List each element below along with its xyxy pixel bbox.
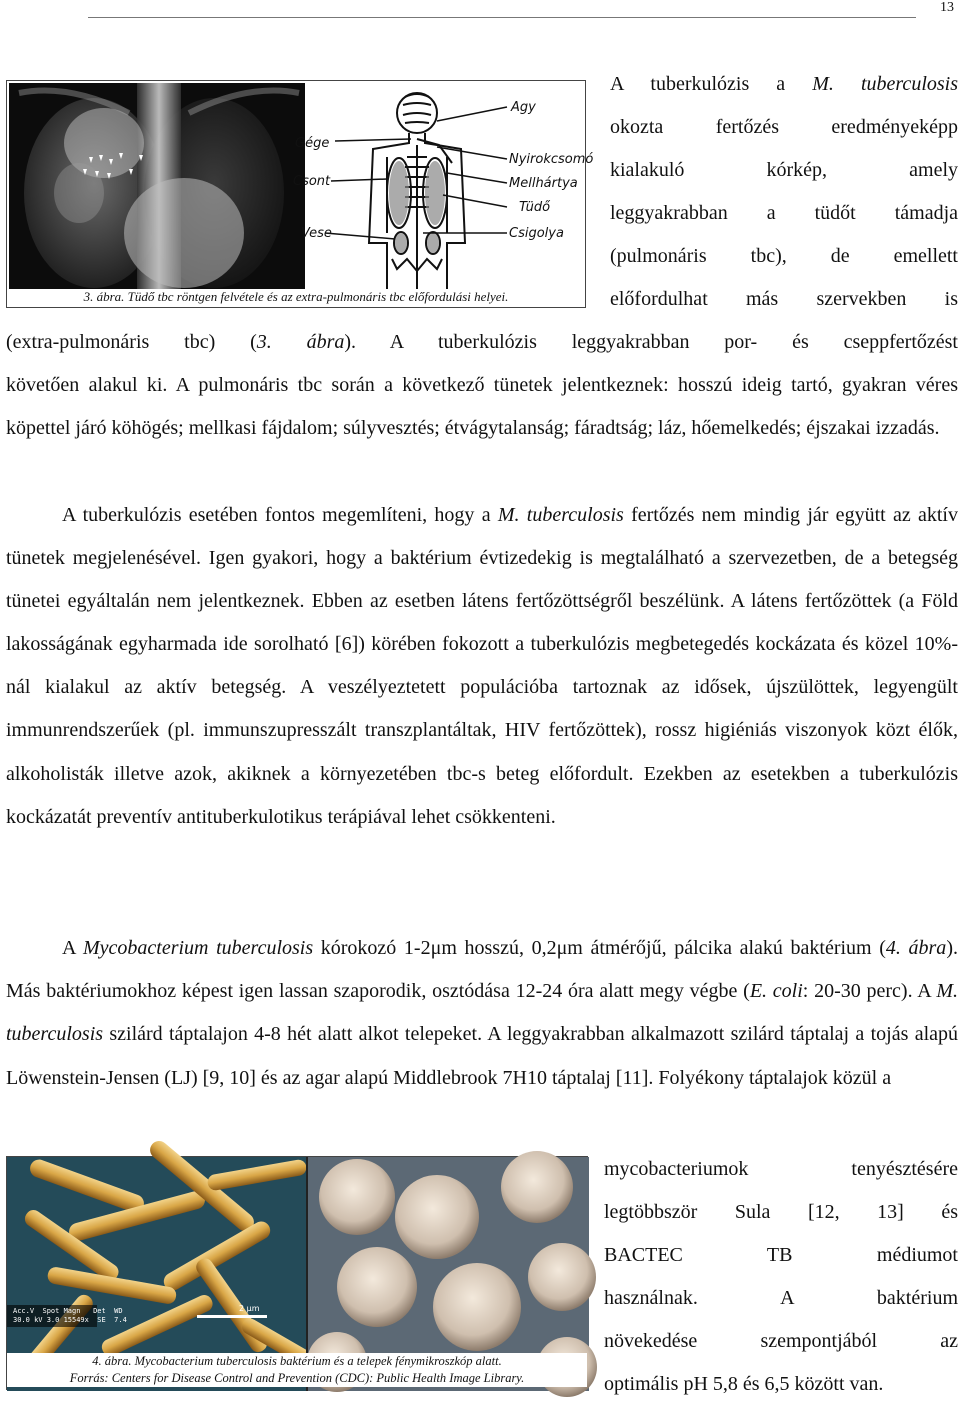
paragraph-2: A tuberkulózis esetében fontos megemlíteni, hogy a M. tuberculosis fertőzés nem mindig jár együtt az aktív tünetek megjelenésével. Igen gyakori, hogy a baktérium évtizedekig is megtalálható a szervezetben, de a betegség tünetei egyáltalán nem jelentkeznek. Ebben az esetben látens fertőzöttségről beszélünk. A látens fertőzöttek (a Föld lakosságának egyharmada ide sorolható [6]) körében fokozott a tuberkulózis megbetegedés kockázata és közel 10%-nál kialakul az aktív betegség. A veszélyeztetett populációba tartoznak az idősek, újszülöttek, legyengült immunrendszerűek (pl. immunszupresszált transzplantáltak, HIV fertőzöttek), rossz higiéniás viszonyok közt élők, alkoholisták illetve azok, akiknek a környezetében tbc-s beteg előfordult. Ezekben az esetekben a tuberkulózis kockázatát preventív antituberkulotikus terápiával lehet csökkenteni.: [6, 504, 958, 828]
figure-3: [6, 80, 594, 308]
label-vese: Vese: [301, 226, 332, 241]
sem-info-text: Acc.V Spot Magn Det WD 30.0 kV 3.0 15549x SE 7.4: [13, 1307, 127, 1324]
p3-side-line-5: növekedése szempontjából az: [604, 1330, 958, 1352]
paragraph-1-side: [610, 63, 958, 321]
p3-side-line-3: BACTEC TB médiumot: [604, 1244, 958, 1266]
label-gege: Gége: [295, 136, 330, 151]
label-agy: Agy: [511, 100, 536, 115]
p1-side-line-6: előfordulhat más szervekben is: [610, 288, 958, 310]
label-csigolya: Csigolya: [509, 226, 564, 241]
page-number: 13: [940, 0, 954, 15]
label-nyirokcsomo: Nyirokcsomó: [509, 152, 594, 167]
paragraph-1-body: [6, 321, 958, 450]
p1-line-7: (extra-pulmonáris tbc) (3. ábra). A tuberkulózis leggyakrabban por- és cseppfertőzést: [6, 331, 958, 353]
figure-4-caption-line-1: 4. ábra. Mycobacterium tuberculosis baktérium és a telepek fénymikroszkóp alatt.: [92, 1354, 502, 1368]
label-csont: Csont: [293, 174, 331, 189]
label-mellhartya: Mellhártya: [509, 176, 578, 191]
p1-side-line-2: okozta fertőzés eredményeképp: [610, 116, 958, 138]
figure-3-caption: 3. ábra. Tüdő tbc röntgen felvétele és az extra-pulmonáris tbc előfordulási helyei.: [83, 289, 509, 304]
extrapulmonary-tb-diagram: [287, 83, 594, 289]
p1-side-line-4: leggyakrabban a tüdőt támadja: [610, 202, 958, 224]
figure-4-caption-line-2: Forrás: Centers for Disease Control and Prevention (CDC): Public Health Image Library.: [69, 1371, 525, 1385]
p3-side-line-4: használnak. A baktérium: [604, 1287, 958, 1309]
chest-xray-image: [9, 83, 305, 289]
paragraph-3-body: A Mycobacterium tuberculosis kórokozó 1-2μm hosszú, 0,2μm átmérőjű, pálcika alakú baktérium (4. ábra). Más baktériumokhoz képest igen lassan szaporodik, osztódása 12-24 óra alatt megy végbe (E. coli: 20-30 perc). A M. tuberculosis szilárd táptalajon 4-8 hét alatt alkot telepeket. A leggyakrabban alkalmazott szilárd táptalaj a tojás alapú Löwenstein-Jensen (LJ) [9, 10] és az agar alapú Middlebrook 7H10 táptalaj [11]. Folyékony táptalajok közül a: [6, 937, 958, 1089]
p1-side-line-5: (pulmonáris tbc), de emellett: [610, 245, 958, 267]
p1-side-line-1: A tuberkulózis a M. tuberculosis: [610, 73, 958, 95]
p3-side-line-2: legtöbbször Sula [12, 13] és: [604, 1201, 958, 1223]
figure-4-caption: [7, 1353, 587, 1387]
figure-4: [6, 1156, 588, 1390]
p3-side-line-6: optimális pH 5,8 és 6,5 között van.: [604, 1373, 884, 1395]
p1-side-line-3: kialakuló kórkép, amely: [610, 159, 958, 181]
scale-bar-label: 2 μm: [239, 1304, 260, 1313]
paragraph-3-side: [604, 1148, 958, 1406]
label-tudo: Tüdő: [519, 200, 551, 215]
header-rule: [88, 17, 916, 18]
p1-rest: követően alakul ki. A pulmonáris tbc során a következő tünetek jelentkeznek: hosszú ideig tartó, gyakran véres köpettel járó köhögés; mellkasi fájdalom; súlyvesztés; étvágytalanság; fáradtság; láz, hőemelkedés; éjszakai izzadás.: [6, 374, 958, 439]
p3-side-line-1: mycobacteriumok tenyésztésére: [604, 1158, 958, 1180]
